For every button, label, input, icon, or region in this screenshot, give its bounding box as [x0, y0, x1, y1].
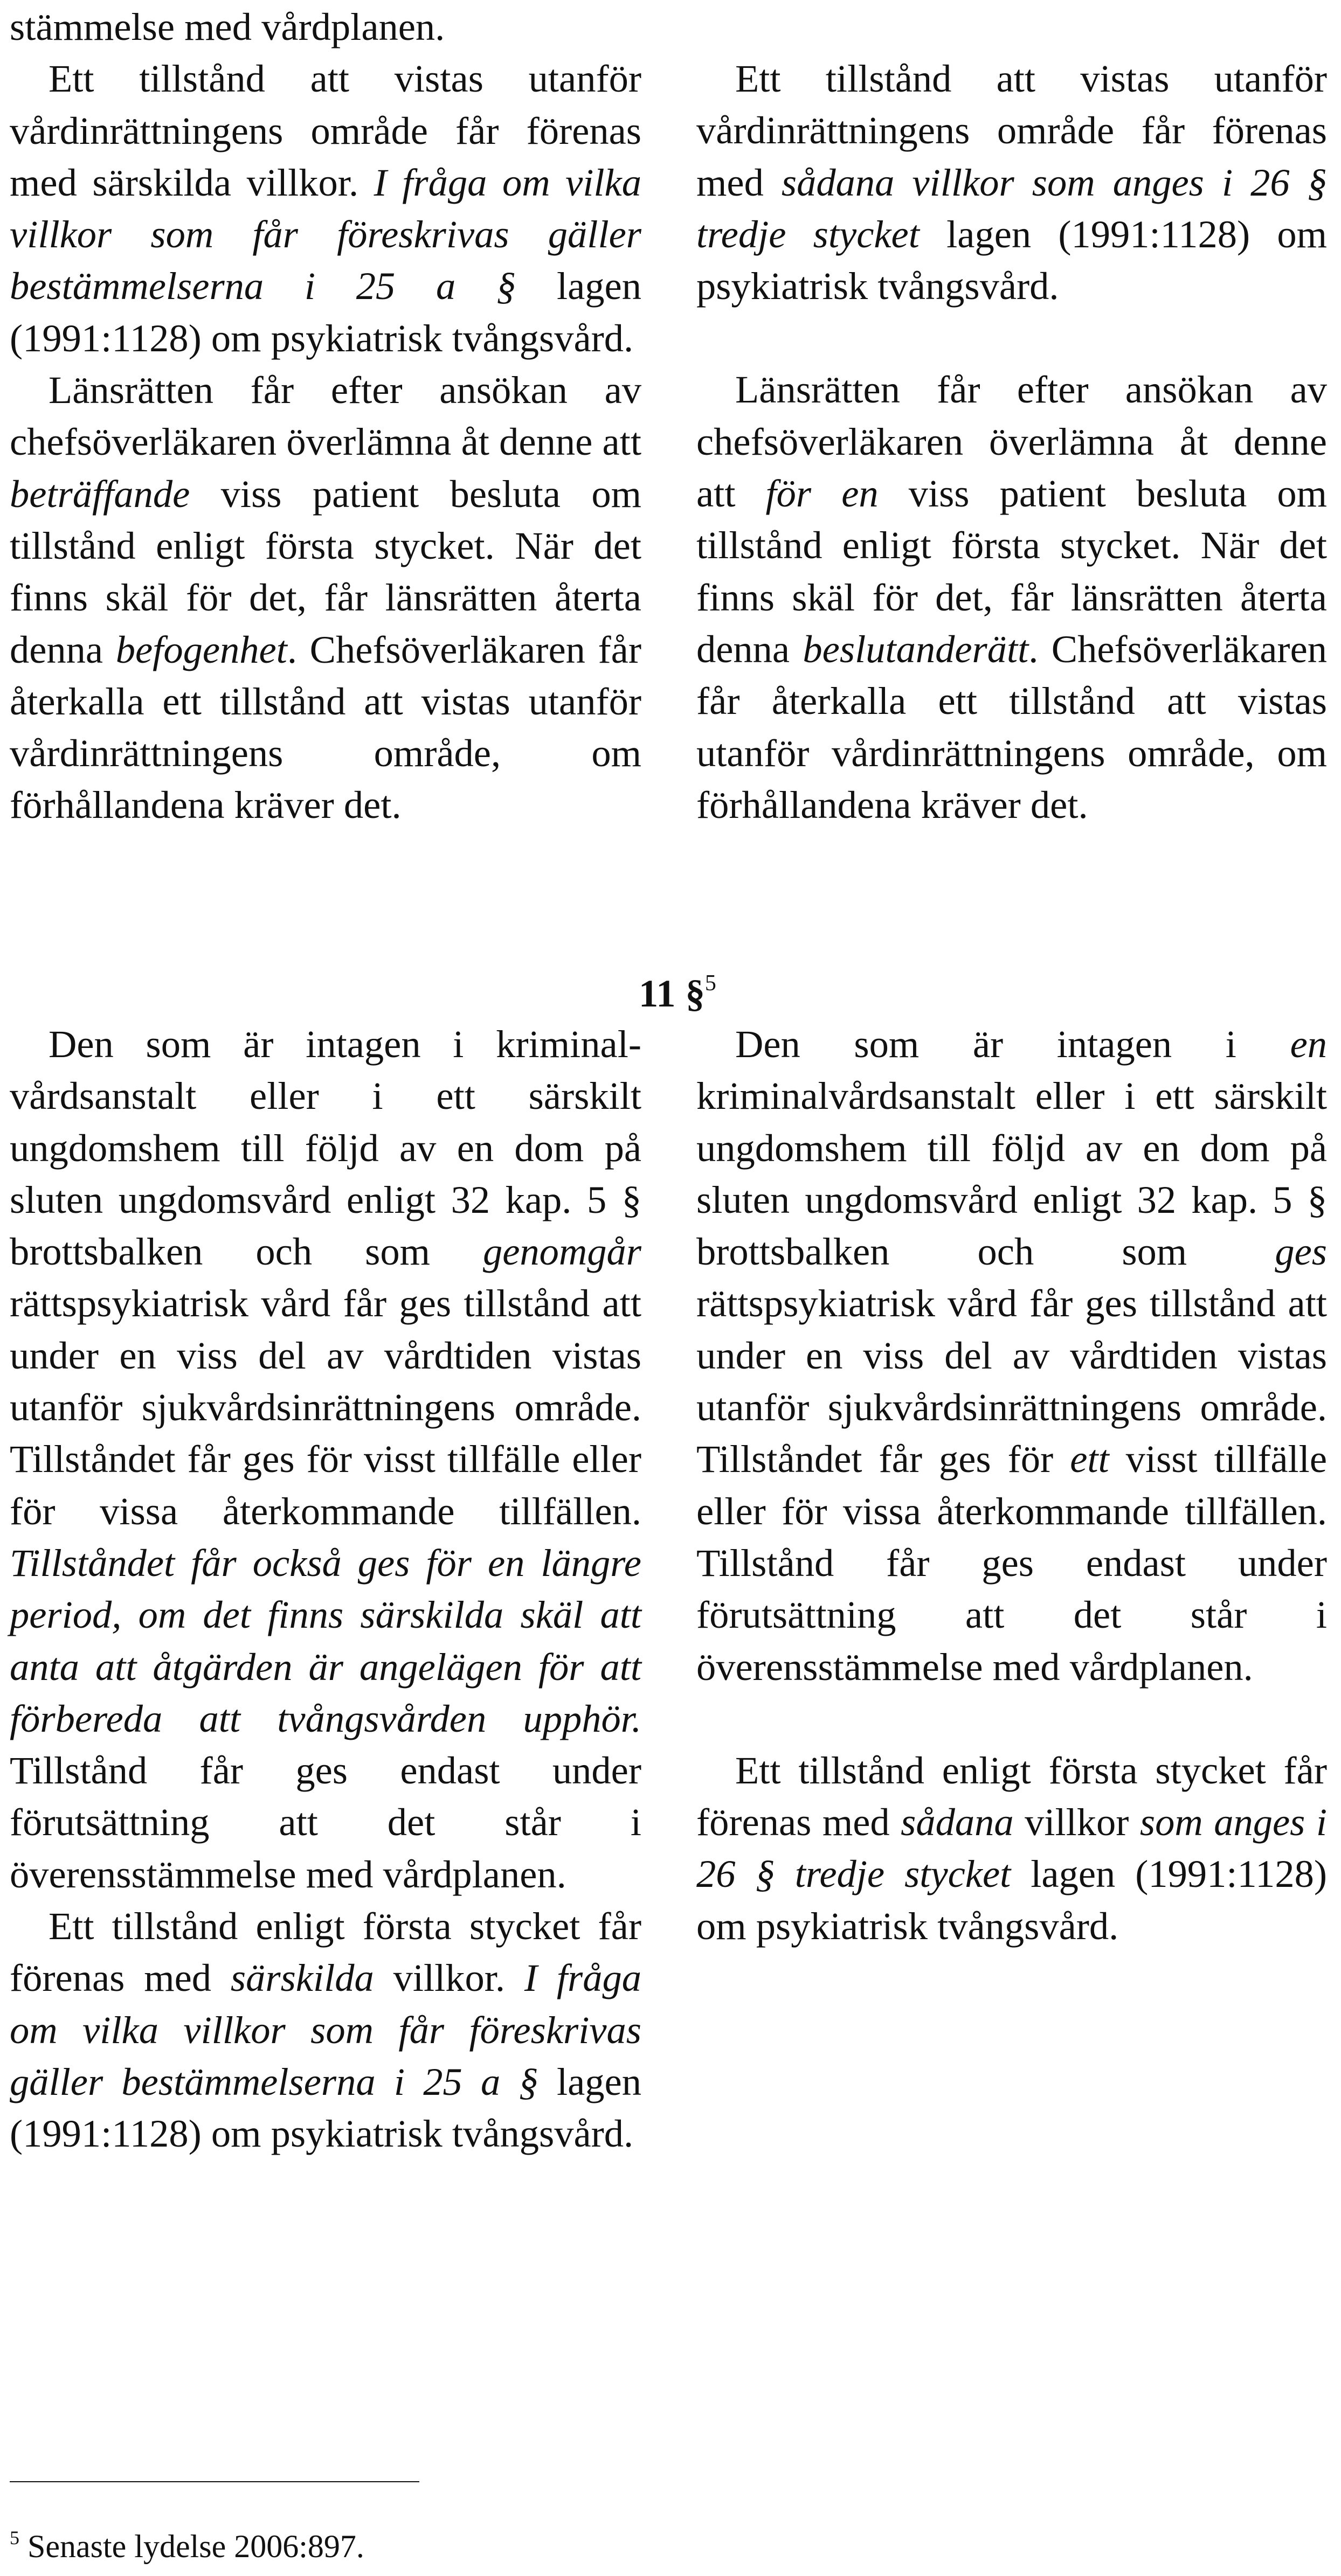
footnote-text: Senaste lydelse 2006:897.: [19, 2529, 364, 2564]
footnote-reference: 5: [704, 971, 716, 996]
paragraph-gap: [696, 312, 1327, 364]
paragraph-leave-current: Den som är intagen i kriminalvårdsanstalt eller i ett särskilt ungdomshem till följd av en dom på sluten ungdomsvård enligt 32 kap. 5 § brottsbalken och som genomgår rättspsykiatrisk vård får ges tillstånd att under en viss del av vårdtiden vistas utanför sjukvårdsinrättningens område. Tillståndet får ges för visst tillfälle eller för vissa återkommande tillfällen. Tillståndet får också ges för en längre period, om det finns särskilda skäl att anta att åtgärden är angelägen för att förbereda att tvångsvården upphör. Tillstånd får ges endast under förutsättning att det står i överensstämmelse med vårdplanen.: [10, 1022, 641, 1896]
footnote: [10, 2526, 364, 2567]
paragraph-conditions-current: Ett tillstånd att vistas utanför vårdinrättningens område får förenas med särskilda villkor. I fråga om vilka villkor som får föreskrivas gäller bestämmelserna i 25 a § lagen (1991:1128) om psykiatrisk tvångsvård.: [10, 57, 641, 360]
right-column-top: [696, 53, 1327, 831]
section-heading: 11 §$^5$: [639, 971, 716, 1015]
footnote-marker: 5: [10, 2527, 19, 2549]
paragraph-conditions-proposed: Ett tillstånd att vistas utanför vårdinrättningens område får förenas med sådana villkor som anges i 26 § tredje stycket lagen (1991:1128) om psykiatrisk tvångsvård.: [696, 57, 1328, 308]
paragraph-continuation: stämmelse med vårdplanen.: [10, 5, 445, 48]
right-column-bottom: [696, 1018, 1327, 1952]
left-column-top: [10, 1, 641, 831]
paragraph-delegation-proposed: Länsrätten får efter ansökan av chefsöverläkaren överlämna åt denne att för en viss patient besluta om tillstånd enligt första stycket. När det finns skäl för det, får länsrätten återta denna beslutanderätt. Chefsöverläkaren får återkalla ett tillstånd att vistas utanför vårdinrättningens område, om förhållandena kräver det.: [696, 367, 1327, 827]
paragraph-leave-conditions-current: Ett tillstånd enligt första stycket får förenas med särskilda villkor. I fråga om vilka villkor som får föreskrivas gäller bestämmelserna i 25 a § lagen (1991:1128) om psykiatrisk tvångsvård.: [10, 1904, 642, 2156]
paragraph-leave-proposed: Den som är intagen i en kriminalvårdsanstalt eller i ett särskilt ungdomshem till följd av en dom på sluten ungdomsvård enligt 32 kap. 5 § brottsbalken och som ges rättspsykiatrisk vård får ges tillstånd att under en viss del av vårdtiden vistas utanför sjukvårdsinrättningens område. Tillståndet får ges för ett visst tillfälle eller för vissa återkommande tillfällen. Tillstånd får ges endast under förutsättning att det står i överensstämmelse med vårdplanen.: [696, 1022, 1328, 1689]
left-column-bottom: [10, 1018, 641, 2160]
paragraph-leave-conditions-proposed: Ett tillstånd enligt första stycket får förenas med sådana villkor som anges i 26 § tredje stycket lagen (1991:1128) om psykiatrisk tvångsvård.: [696, 1748, 1327, 1948]
paragraph-delegation-current: Länsrätten får efter ansökan av chefsöverläkaren överlämna åt denne att beträffande viss patient besluta om tillstånd enligt första stycket. När det finns skäl för det, får länsrätten återta denna befogenhet. Chefsöverläkaren får återkalla ett tillstånd att vistas utanför vårdinrättningens område, om förhållandena kräver det.: [10, 368, 641, 827]
paragraph-gap: [696, 1693, 1327, 1745]
footnote-divider: [10, 2481, 419, 2482]
